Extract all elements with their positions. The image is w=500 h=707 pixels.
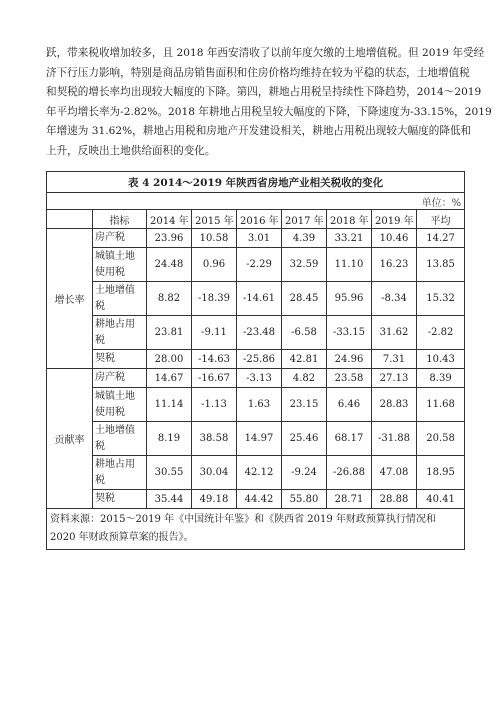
table-row <box>47 229 465 248</box>
table-row <box>47 388 465 422</box>
header-cell: 平均 <box>417 210 465 229</box>
table-row <box>47 248 465 282</box>
value-cell: -23.48 <box>237 316 282 350</box>
value-cell: -2.29 <box>237 248 282 282</box>
value-cell: -6.58 <box>282 316 327 350</box>
table-source-note: 资料来源：2015～2019 年《中国统计年鉴》和《陕西省 2019 年财政预算执行情况和 2020 年财政预算草案的报告》。 <box>47 509 465 550</box>
category-cell: 增长率 <box>47 229 93 369</box>
value-cell: 14.67 <box>147 369 192 388</box>
value-cell: -1.13 <box>192 388 237 422</box>
value-cell: 42.12 <box>237 456 282 490</box>
value-cell: -3.13 <box>237 369 282 388</box>
value-cell: -9.24 <box>282 456 327 490</box>
value-cell: 28.83 <box>372 388 417 422</box>
value-cell: -2.82 <box>417 316 465 350</box>
indicator-label: 房产税 <box>93 369 147 388</box>
value-cell: 3.01 <box>237 229 282 248</box>
table-row <box>47 369 465 388</box>
header-cell: 2015 年 <box>192 210 237 229</box>
paragraph-line: 上升，反映出土地供给面积的变化。 <box>46 144 216 157</box>
value-cell: 10.43 <box>417 350 465 369</box>
indicator-label: 耕地占用税 <box>93 456 147 490</box>
indicator-label: 契税 <box>93 490 147 509</box>
value-cell: 7.31 <box>372 350 417 369</box>
value-cell: 28.71 <box>327 490 372 509</box>
header-cell: 2017 年 <box>282 210 327 229</box>
value-cell: -14.63 <box>192 350 237 369</box>
value-cell: 68.17 <box>327 422 372 456</box>
table-unit: 单位：% <box>47 193 465 210</box>
table-row <box>47 316 465 350</box>
value-cell: 33.21 <box>327 229 372 248</box>
value-cell: 10.46 <box>372 229 417 248</box>
value-cell: -31.88 <box>372 422 417 456</box>
value-cell: 25.46 <box>282 422 327 456</box>
indicator-label: 城镇土地使用税 <box>93 388 147 422</box>
indicator-label: 契税 <box>93 350 147 369</box>
value-cell: 18.95 <box>417 456 465 490</box>
value-cell: 16.23 <box>372 248 417 282</box>
value-cell: 28.00 <box>147 350 192 369</box>
value-cell: 35.44 <box>147 490 192 509</box>
value-cell: 49.18 <box>192 490 237 509</box>
table-title: 表 4 2014～2019 年陕西省房地产业相关税收的变化 <box>47 172 465 193</box>
indicator-label: 房产税 <box>93 229 147 248</box>
value-cell: -8.34 <box>372 282 417 316</box>
value-cell: 13.85 <box>417 248 465 282</box>
value-cell: 42.81 <box>282 350 327 369</box>
value-cell: 28.88 <box>372 490 417 509</box>
header-cell: 2019 年 <box>372 210 417 229</box>
value-cell: 40.41 <box>417 490 465 509</box>
value-cell: 10.58 <box>192 229 237 248</box>
value-cell: -16.67 <box>192 369 237 388</box>
paragraph-line: 跃，带来税收增加较多，且 2018 年西安清收了以前年度欠缴的土地增值税。但 2019 年受经 <box>46 47 485 59</box>
indicator-label: 耕地占用税 <box>93 316 147 350</box>
value-cell: 27.13 <box>372 369 417 388</box>
value-cell: 20.58 <box>417 422 465 456</box>
value-cell: 8.39 <box>417 369 465 388</box>
indicator-label: 城镇土地使用税 <box>93 248 147 282</box>
value-cell: 31.62 <box>372 316 417 350</box>
paragraph-line: 和契税的增长率均出现较大幅度的下降。第四，耕地占用税呈持续性下降趋势，2014～2019 <box>46 86 482 98</box>
value-cell: 23.58 <box>327 369 372 388</box>
table-row <box>47 350 465 369</box>
value-cell: -26.88 <box>327 456 372 490</box>
header-cell: 2016 年 <box>237 210 282 229</box>
paragraph-line: 年平均增长率为-2.82%。2018 年耕地占用税呈较大幅度的下降，下降速度为-33.15%，2019 <box>46 105 492 118</box>
value-cell: 11.10 <box>327 248 372 282</box>
table-row <box>47 456 465 490</box>
value-cell: -33.15 <box>327 316 372 350</box>
value-cell: 28.45 <box>282 282 327 316</box>
value-cell: 6.46 <box>327 388 372 422</box>
value-cell: 95.96 <box>327 282 372 316</box>
value-cell: 23.15 <box>282 388 327 422</box>
value-cell: 11.68 <box>417 388 465 422</box>
value-cell: -18.39 <box>192 282 237 316</box>
value-cell: -9.11 <box>192 316 237 350</box>
indicator-label: 土地增值税 <box>93 282 147 316</box>
value-cell: 24.48 <box>147 248 192 282</box>
value-cell: 8.82 <box>147 282 192 316</box>
value-cell: 30.55 <box>147 456 192 490</box>
value-cell: 38.58 <box>192 422 237 456</box>
value-cell: 23.96 <box>147 229 192 248</box>
value-cell: 47.08 <box>372 456 417 490</box>
intro-paragraph <box>46 44 492 161</box>
value-cell: 8.19 <box>147 422 192 456</box>
value-cell: 24.96 <box>327 350 372 369</box>
header-cell: 2018 年 <box>327 210 372 229</box>
value-cell: 4.39 <box>282 229 327 248</box>
indicator-label: 土地增值税 <box>93 422 147 456</box>
header-corner <box>47 210 93 229</box>
header-cell: 指标 <box>93 210 147 229</box>
paragraph-line: 济下行压力影响，特别是商品房销售面积和住房价格均维持在较为平稳的状态，土地增值税 <box>46 66 470 79</box>
table-row <box>47 282 465 316</box>
value-cell: 4.82 <box>282 369 327 388</box>
table-row <box>47 422 465 456</box>
category-cell: 贡献率 <box>47 369 93 509</box>
value-cell: 30.04 <box>192 456 237 490</box>
table-header-row <box>47 210 465 229</box>
value-cell: 44.42 <box>237 490 282 509</box>
value-cell: 14.97 <box>237 422 282 456</box>
paragraph-line: 年增速为 31.62%，耕地占用税和房地产开发建设相关，耕地占用税出现较大幅度的降低和 <box>46 125 472 137</box>
header-cell: 2014 年 <box>147 210 192 229</box>
value-cell: 11.14 <box>147 388 192 422</box>
value-cell: 55.80 <box>282 490 327 509</box>
value-cell: 14.27 <box>417 229 465 248</box>
value-cell: 15.32 <box>417 282 465 316</box>
value-cell: 0.96 <box>192 248 237 282</box>
value-cell: -14.61 <box>237 282 282 316</box>
value-cell: 1.63 <box>237 388 282 422</box>
tax-change-table <box>46 171 465 550</box>
value-cell: 23.81 <box>147 316 192 350</box>
table-row <box>47 490 465 509</box>
value-cell: -25.86 <box>237 350 282 369</box>
value-cell: 32.59 <box>282 248 327 282</box>
